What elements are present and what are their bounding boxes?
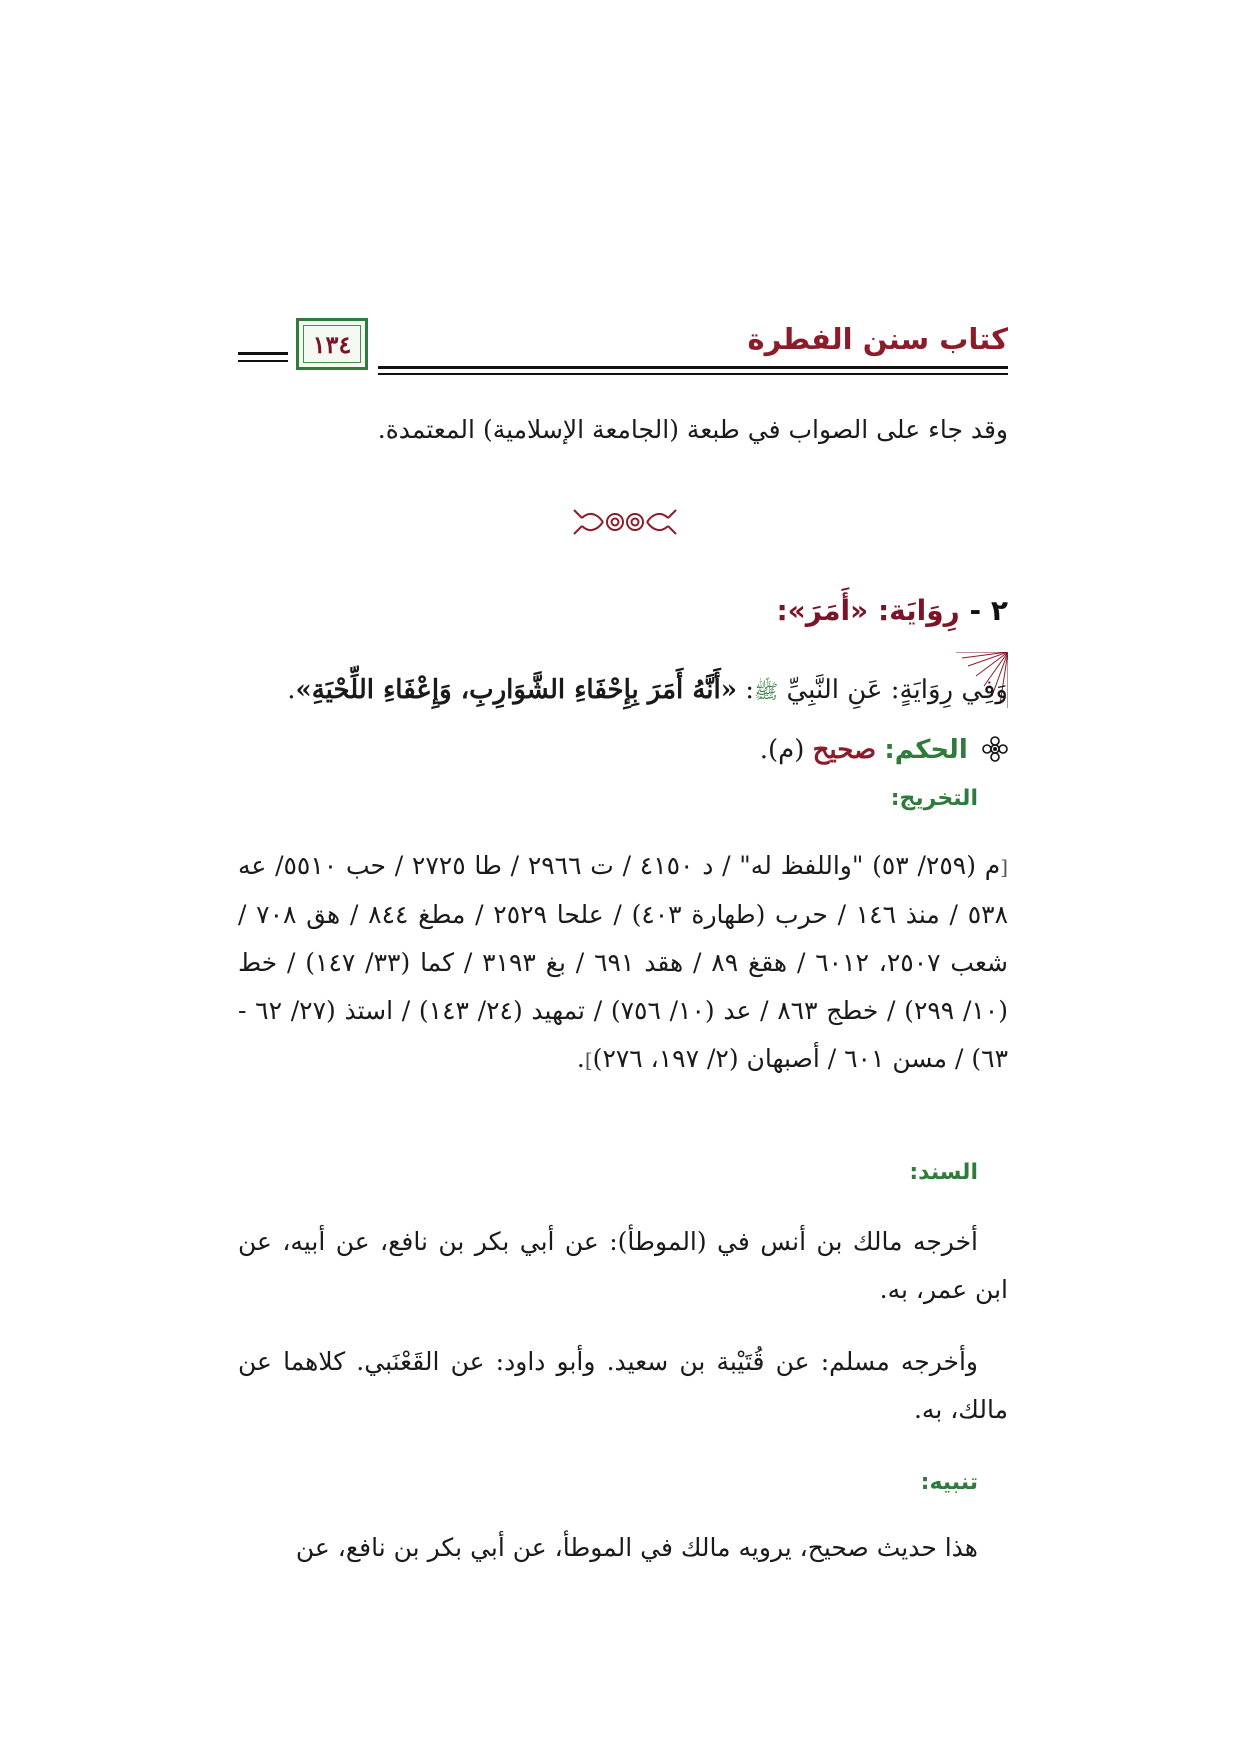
sanad-paragraph-2: وأخرجه مسلم: عن قُتَيْبة بن سعيد. وأبو داود: عن القَعْنَبي. كلاهما عن مالك، به.	[238, 1347, 1008, 1424]
ruling-reference: (م).	[759, 735, 805, 765]
page-header	[238, 318, 1008, 390]
takhrij-text	[238, 842, 1008, 1084]
sanad-heading: السند:	[909, 1160, 978, 1185]
takhrij-refs: م (٢٥٩/ ٥٣) "واللفظ له" / د ٤١٥٠ / ت ٢٩٦٦ / طا ٢٧٢٥ / حب ٥٥١٠/ عه ٥٣٨ / منذ ١٤٦ / حرب (طهارة ٤٠٣) / علحا ٢٥٢٩ / مطغ ٨٤٤ / هق ٧٠٨ / شعب ٢٥٠٧، ٦٠١٢ / هقغ ٨٩ / هقد ٦٩١ / بغ ٣١٩٣ / كما (٣٣/ ١٤٧) / خط (١٠/ ٢٩٩) / خطج ٨٦٣ / عد (١٠/ ٧٥٦) / تمهيد (٢٤/ ١٤٣) / استذ (٢٧/ ٦٢ - ٦٣) / مسن ٦٠١ / أصبهان (٢/ ١٩٧، ٢٧٦)	[238, 851, 1009, 1073]
takhrij-end: .	[576, 1044, 585, 1073]
header-rule-top	[378, 366, 1008, 369]
section-title: رِوَايَة: «أَمَرَ»:	[776, 594, 960, 627]
tanbih-heading: تنبيه:	[920, 1470, 978, 1495]
hadith-lead: وَفِي رِوَايَةٍ: عَنِ النَّبِيِّ	[786, 675, 1008, 705]
ruling-line	[760, 728, 1008, 772]
page-number-frame	[296, 318, 368, 370]
hadith-quote: «أَنَّهُ أَمَرَ بِإِحْفَاءِ الشَّوَارِبِ، وَإِعْفَاءِ اللِّحْيَةِ»	[295, 675, 737, 705]
sanad-paragraph-1: أخرجه مالك بن أنس في (الموطأ): عن أبي بكر بن نافع، عن أبيه، عن ابن عمر، به.	[238, 1227, 1008, 1304]
hadith-end: .	[287, 675, 296, 705]
hadith-colon: :	[745, 675, 755, 705]
section-heading	[776, 594, 1008, 627]
book-title: كتاب سنن الفطرة	[747, 322, 1008, 356]
header-rule-bottom	[378, 373, 1008, 375]
intro-paragraph: وقد جاء على الصواب في طبعة (الجامعة الإسلامية) المعتمدة.	[377, 415, 1008, 444]
salutation-glyph: ﷺ	[754, 679, 779, 703]
open-bracket: [	[1000, 855, 1008, 879]
header-rule-left-1	[238, 352, 288, 355]
takhrij-heading: التخريج:	[890, 786, 978, 811]
page-number: ١٣٤	[312, 329, 352, 359]
ruling-value: صحيح	[812, 735, 877, 765]
tanbih-paragraph-1: هذا حديث صحيح، يرويه مالك في الموطأ، عن أبي بكر بن نافع، عن	[295, 1533, 978, 1562]
hadith-text	[238, 668, 1008, 713]
flower-bullet-icon	[982, 736, 1008, 762]
ruling-label: الحكم:	[884, 735, 968, 765]
section-number: ٢ -	[969, 594, 1008, 627]
close-bracket: ]	[584, 1048, 593, 1072]
ornament-divider-icon	[570, 504, 680, 540]
header-rule-left-2	[238, 360, 288, 362]
